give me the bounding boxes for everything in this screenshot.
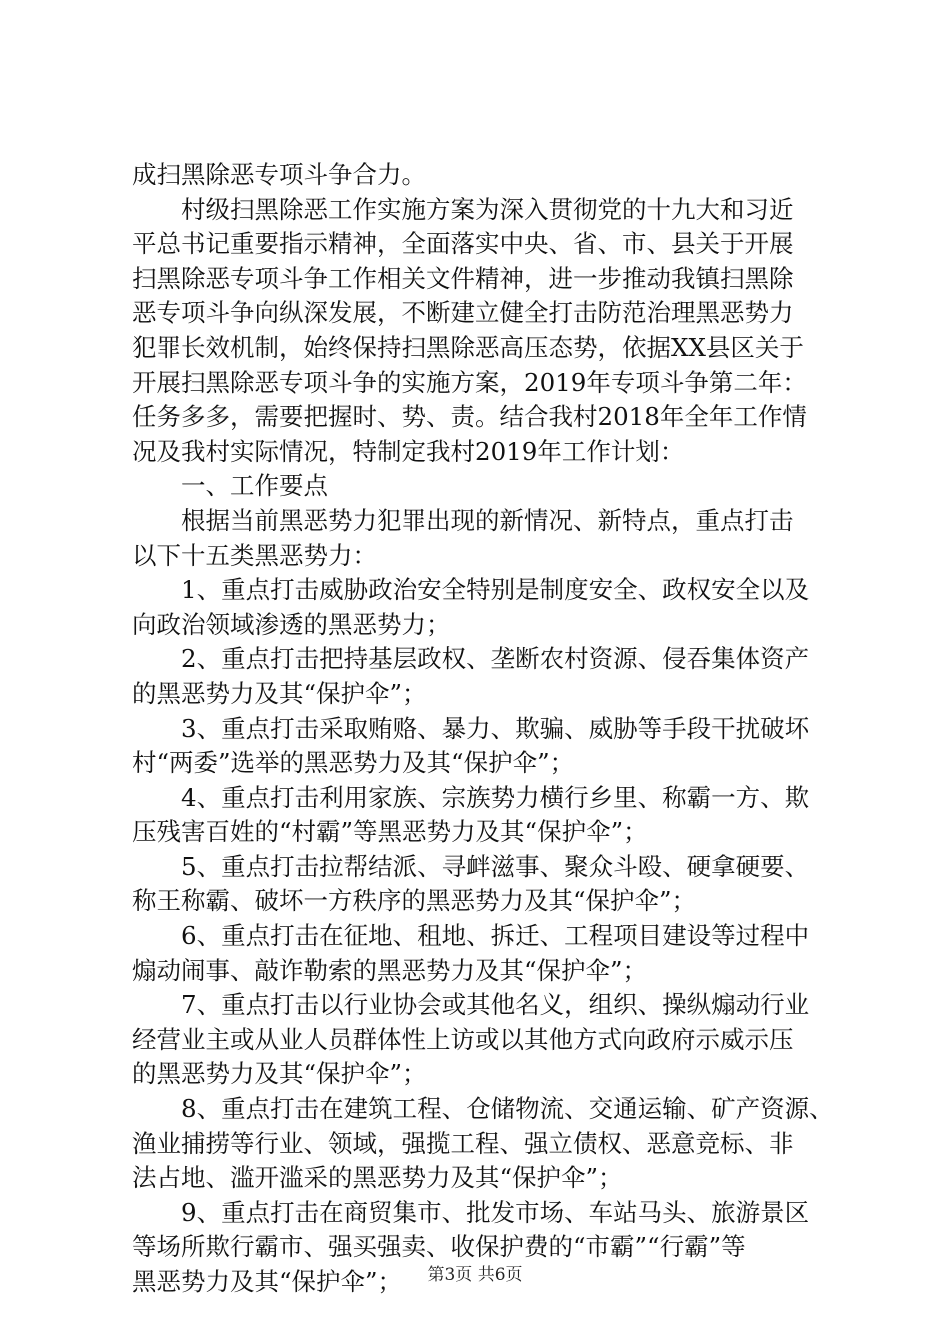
text-line: 一、工作要点 xyxy=(181,471,328,501)
page-footer: 第3页 共6页 xyxy=(427,1265,523,1285)
text-line: 平总书记重要指示精神，全面落实中央、省、市、县关于开展 xyxy=(132,229,794,259)
text-line: 8、重点打击在建筑工程、仓储物流、交通运输、矿产资源、 xyxy=(181,1094,834,1124)
text-line: 的黑恶势力及其“保护伞”； xyxy=(132,1059,427,1089)
text-line: 煽动闹事、敲诈勒索的黑恶势力及其“保护伞”； xyxy=(132,955,648,985)
text-line: 1、重点打击威胁政治安全特别是制度安全、政权安全以及 xyxy=(181,575,810,605)
text-line: 4、重点打击利用家族、宗族势力横行乡里、称霸一方、欺 xyxy=(181,782,810,812)
text-line: 恶专项斗争向纵深发展，不断建立健全打击防范治理黑恶势力 xyxy=(132,298,794,328)
text-line: 成扫黑除恶专项斗争合力。 xyxy=(132,160,426,189)
text-line: 9、重点打击在商贸集市、批发市场、车站马头、旅游景区 xyxy=(181,1197,810,1227)
text-line: 6、重点打击在征地、租地、拆迁、工程项目建设等过程中 xyxy=(181,921,810,951)
text-line: 称王称霸、破坏一方秩序的黑恶势力及其“保护伞”； xyxy=(132,886,697,916)
text-line: 压残害百姓的“村霸”等黑恶势力及其“保护伞”； xyxy=(132,817,648,847)
text-line: 犯罪长效机制，始终保持扫黑除恶高压态势，依据XX县区关于 xyxy=(132,332,804,362)
text-line: 5、重点打击拉帮结派、寻衅滋事、聚众斗殴、硬拿硬要、 xyxy=(181,851,810,881)
text-line: 7、重点打击以行业协会或其他名义，组织、操纵煽动行业 xyxy=(181,990,810,1020)
text-line: 村“两委”选举的黑恶势力及其“保护伞”； xyxy=(132,748,575,778)
text-line: 以下十五类黑恶势力： xyxy=(132,540,377,570)
text-line: 黑恶势力及其“保护伞”； xyxy=(132,1267,403,1296)
text-line: 扫黑除恶专项斗争工作相关文件精神，进一步推动我镇扫黑除 xyxy=(132,263,794,293)
text-line: 开展扫黑除恶专项斗争的实施方案，2019年专项斗争第二年： xyxy=(132,367,807,397)
text-line: 等场所欺行霸市、强买强卖、收保护费的“市霸”“行霸”等 xyxy=(132,1232,746,1262)
text-line: 向政治领域渗透的黑恶势力； xyxy=(132,609,451,639)
text-line: 经营业主或从业人员群体性上访或以其他方式向政府示威示压 xyxy=(132,1024,794,1054)
text-line: 村级扫黑除恶工作实施方案为深入贯彻党的十九大和习近 xyxy=(181,194,794,224)
text-line: 况及我村实际情况，特制定我村2019年工作计划： xyxy=(132,436,685,466)
text-line: 2、重点打击把持基层政权、垄断农村资源、侵吞集体资产 xyxy=(181,644,810,674)
text-line: 3、重点打击采取贿赂、暴力、欺骗、威胁等手段干扰破坏 xyxy=(181,713,810,743)
text-line: 法占地、滥开滥采的黑恶势力及其“保护伞”； xyxy=(132,1163,623,1193)
text-line: 渔业捕捞等行业、领域，强揽工程、强立债权、恶意竞标、非 xyxy=(132,1128,794,1158)
text-line: 任务多多，需要把握时、势、责。结合我村2018年全年工作情 xyxy=(132,402,807,432)
document-body xyxy=(132,158,832,1300)
text-line: 的黑恶势力及其“保护伞”； xyxy=(132,678,427,708)
text-line: 根据当前黑恶势力犯罪出现的新情况、新特点，重点打击 xyxy=(181,505,794,535)
